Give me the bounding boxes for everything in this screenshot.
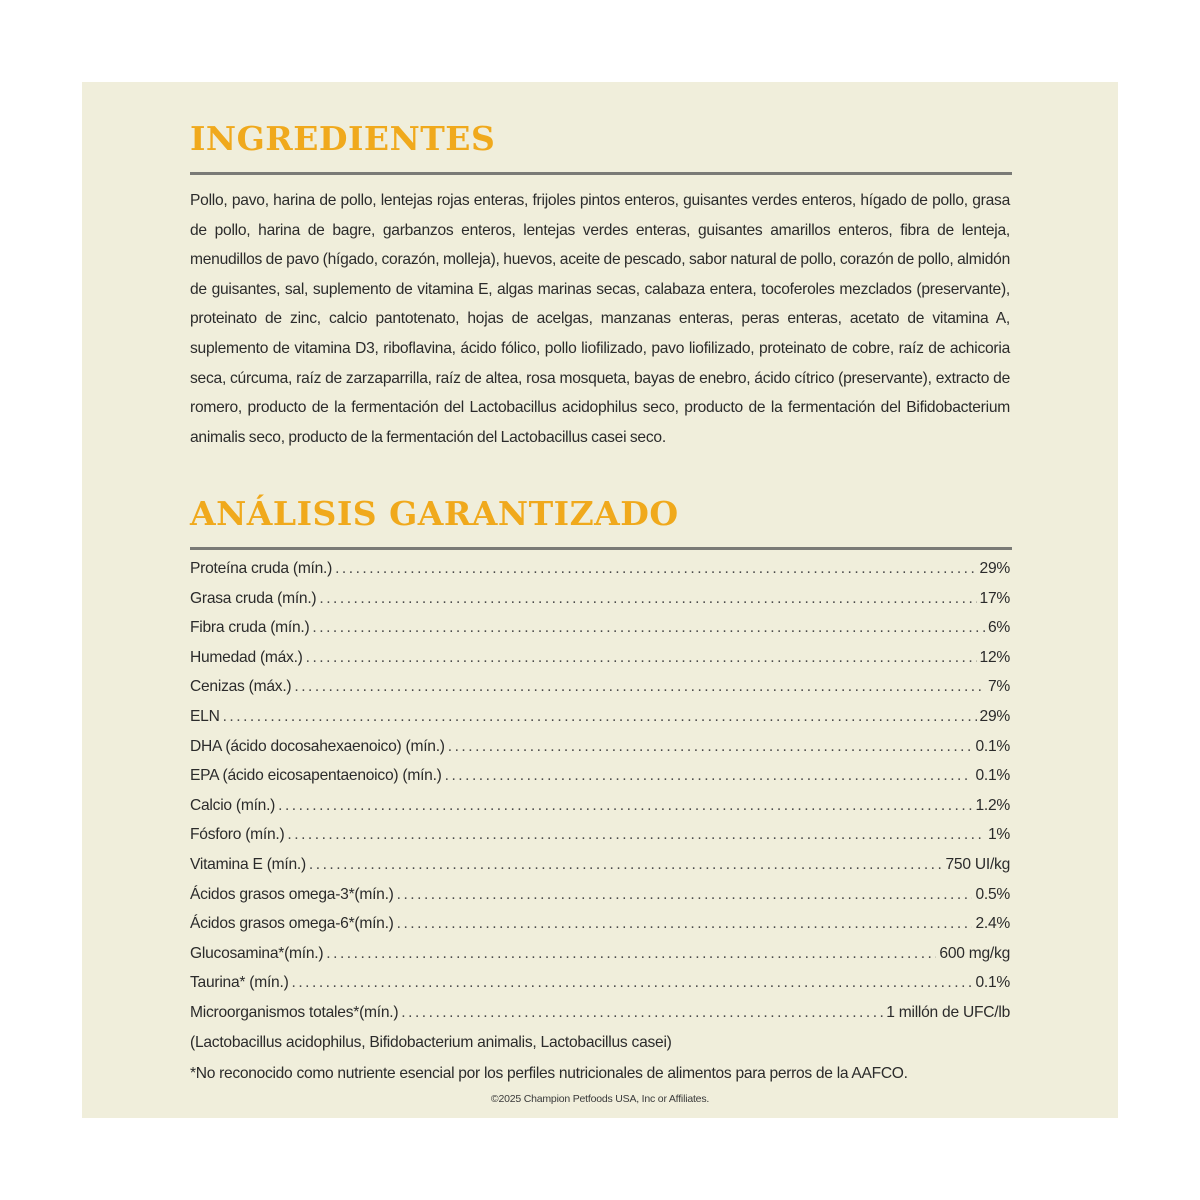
analysis-row-label: Microorganismos totales*(mín.) — [190, 1003, 399, 1021]
analysis-row-label: Ácidos grasos omega-6*(mín.) — [190, 915, 394, 933]
analysis-row-value: 29% — [979, 707, 1010, 725]
analysis-row — [190, 909, 1010, 939]
analysis-row-label: ELN — [190, 707, 220, 725]
analysis-row-value: 600 mg/kg — [939, 944, 1010, 962]
analysis-row — [190, 968, 1010, 998]
dot-leader — [294, 672, 985, 702]
analysis-row-value: 12% — [979, 648, 1010, 666]
analysis-row-value: 29% — [979, 560, 1010, 577]
analysis-row — [190, 939, 1010, 969]
analysis-row-value: 7% — [987, 678, 1010, 696]
analysis-title: ANÁLISIS GARANTIZADO — [190, 494, 679, 533]
analysis-row-label: Calcio (mín.) — [190, 796, 276, 814]
analysis-row — [190, 584, 1010, 614]
aafco-footnote: *No reconocido como nutriente esencial por los perfiles nutricionales de alimentos para perros de la AAFCO. — [190, 1065, 908, 1082]
analysis-row-label: DHA (ácido docosahexaenoico) (mín.) — [190, 737, 445, 755]
dot-leader — [335, 554, 976, 584]
analysis-divider — [190, 547, 1012, 550]
analysis-row-label: Grasa cruda (mín.) — [190, 589, 317, 607]
dot-leader — [445, 761, 973, 791]
dot-leader — [326, 939, 936, 969]
analysis-row — [190, 613, 1010, 643]
dot-leader — [306, 643, 977, 673]
ingredients-text: Pollo, pavo, harina de pollo, lentejas rojas enteras, frijoles pintos enteros, guisantes verdes enteros, hígado de pollo, grasa de pollo, harina de bagre, garbanzos enteros, lentejas verdes enteras, guisantes amarillos enteros, fibra de lenteja, menudillos de pavo (hígado, corazón, molleja), huevos, aceite de pescado, sabor natural de pollo, corazón de pollo, almidón de guisantes, sal, suplemento de vitamina E, algas marinas secas, calabaza entera, tocoferoles mezclados (preservante), proteinato de zinc, calcio pantotenato, hojas de acelgas, manzanas enteras, peras enteras, acetato de vitamina A, suplemento de vitamina D3, riboflavina, ácido fólico, pollo liofilizado, pavo liofilizado, proteinato de cobre, raíz de achicoria seca, cúrcuma, raíz de zarzaparrilla, raíz de altea, rosa mosqueta, bayas de enebro, ácido cítrico (preservante), extracto de romero, producto de la fermentación del Lactobacillus acidophilus seco, producto de la fermentación del Bifidobacterium animalis seco, producto de la fermentación del Lactobacillus casei seco. — [190, 192, 1010, 446]
analysis-row-label: Vitamina E (mín.) — [190, 855, 306, 873]
analysis-row-label: Proteína cruda (mín.) — [190, 560, 333, 577]
analysis-table — [190, 554, 1010, 1028]
analysis-row-label: Glucosamina*(mín.) — [190, 944, 324, 962]
dot-leader — [312, 613, 985, 643]
dot-leader — [287, 820, 985, 850]
analysis-row-label: EPA (ácido eicosapentaenoico) (mín.) — [190, 767, 442, 785]
analysis-row-label: Fibra cruda (mín.) — [190, 619, 310, 637]
analysis-row — [190, 672, 1010, 702]
analysis-row-label: Cenizas (máx.) — [190, 678, 292, 696]
analysis-row-value: 0.1% — [975, 974, 1010, 992]
dot-leader — [319, 584, 976, 614]
dot-leader — [397, 909, 973, 939]
dot-leader — [401, 998, 883, 1028]
dot-leader — [397, 880, 973, 910]
analysis-row-label: Taurina* (mín.) — [190, 974, 289, 992]
analysis-row — [190, 761, 1010, 791]
organisms-note: (Lactobacillus acidophilus, Bifidobacterium animalis, Lactobacillus casei) — [190, 1034, 672, 1051]
analysis-row — [190, 820, 1010, 850]
analysis-row-value: 6% — [987, 619, 1010, 637]
analysis-row-value: 1.2% — [975, 796, 1010, 814]
copyright-notice: ©2025 Champion Petfoods USA, Inc or Affiliates. — [490, 1093, 710, 1105]
analysis-row — [190, 880, 1010, 910]
dot-leader — [223, 702, 977, 732]
analysis-row — [190, 850, 1010, 880]
analysis-row-value: 2.4% — [975, 915, 1010, 933]
analysis-row-value: 0.5% — [975, 885, 1010, 903]
label-panel — [82, 82, 1118, 1118]
ingredients-title: INGREDIENTES — [190, 119, 496, 158]
analysis-row-value: 1 millón de UFC/lb — [886, 1003, 1010, 1021]
analysis-row-value: 0.1% — [975, 767, 1010, 785]
analysis-row — [190, 732, 1010, 762]
analysis-row — [190, 554, 1010, 584]
analysis-row-value: 17% — [979, 589, 1010, 607]
analysis-row — [190, 643, 1010, 673]
analysis-row-value: 0.1% — [975, 737, 1010, 755]
analysis-row-value: 750 UI/kg — [945, 855, 1010, 873]
dot-leader — [292, 968, 973, 998]
ingredients-divider — [190, 172, 1012, 175]
analysis-row-label: Humedad (máx.) — [190, 648, 303, 666]
dot-leader — [448, 732, 973, 762]
analysis-row — [190, 702, 1010, 732]
analysis-row — [190, 791, 1010, 821]
analysis-row-label: Fósforo (mín.) — [190, 826, 285, 844]
analysis-row-value: 1% — [987, 826, 1010, 844]
dot-leader — [278, 791, 972, 821]
analysis-row-label: Ácidos grasos omega-3*(mín.) — [190, 885, 394, 903]
dot-leader — [309, 850, 943, 880]
analysis-row — [190, 998, 1010, 1028]
